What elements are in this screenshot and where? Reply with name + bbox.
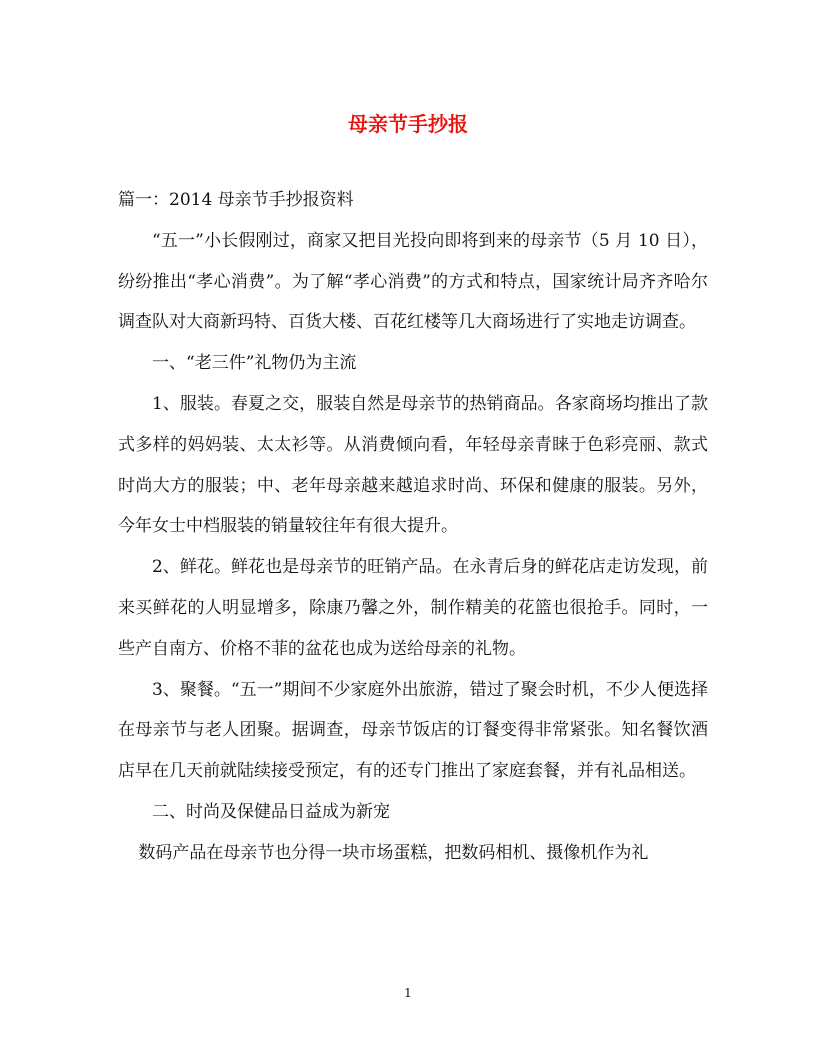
body-paragraph: 1、服装。春夏之交，服装自然是母亲节的热销商品。各家商场均推出了款式多样的妈妈装、太太衫等。从消费倾向看，年轻母亲青睐于色彩亮丽、款式时尚大方的服装；中、老年母亲越来越追求时尚、环保和健康的服装。另外，今年女士中档服装的销量较往年有很大提升。 (118, 393, 708, 537)
page-number: 1 (404, 986, 412, 1000)
subsection-heading: 一、“老三件”礼物仍为主流 (152, 353, 357, 374)
document-title: 母亲节手抄报 (348, 112, 468, 136)
subsection-heading: 二、时尚及保健品日益成为新宠 (152, 801, 390, 822)
body-paragraph: “五一”小长假刚过，商家又把目光投向即将到来的母亲节（5 月 10 日），纷纷推出“孝心消费”。为了解“孝心消费”的方式和特点，国家统计局齐齐哈尔调查队对大商新玛特、百货大楼、百花红楼等几大商场进行了实地走访调查。 (118, 230, 708, 333)
body-paragraph: 数码产品在母亲节也分得一块市场蛋糕，把数码相机、摄像机作为礼 (138, 842, 649, 863)
body-paragraph: 2、鲜花。鲜花也是母亲节的旺销产品。在永青后身的鲜花店走访发现，前来买鲜花的人明显增多，除康乃馨之外，制作精美的花篮也很抢手。同时，一些产自南方、价格不菲的盆花也成为送给母亲的礼物。 (118, 557, 708, 659)
body-paragraph: 3、聚餐。“五一”期间不少家庭外出旅游，错过了聚会时机，不少人便选择在母亲节与老人团聚。据调查，母亲节饭店的订餐变得非常紧张。知名餐饮酒店早在几天前就陆续接受预定，有的还专门推出了家庭套餐，并有礼品相送。 (118, 679, 708, 782)
section-heading: 篇一：2014 母亲节手抄报资料 (118, 190, 354, 210)
document-body (118, 180, 708, 874)
